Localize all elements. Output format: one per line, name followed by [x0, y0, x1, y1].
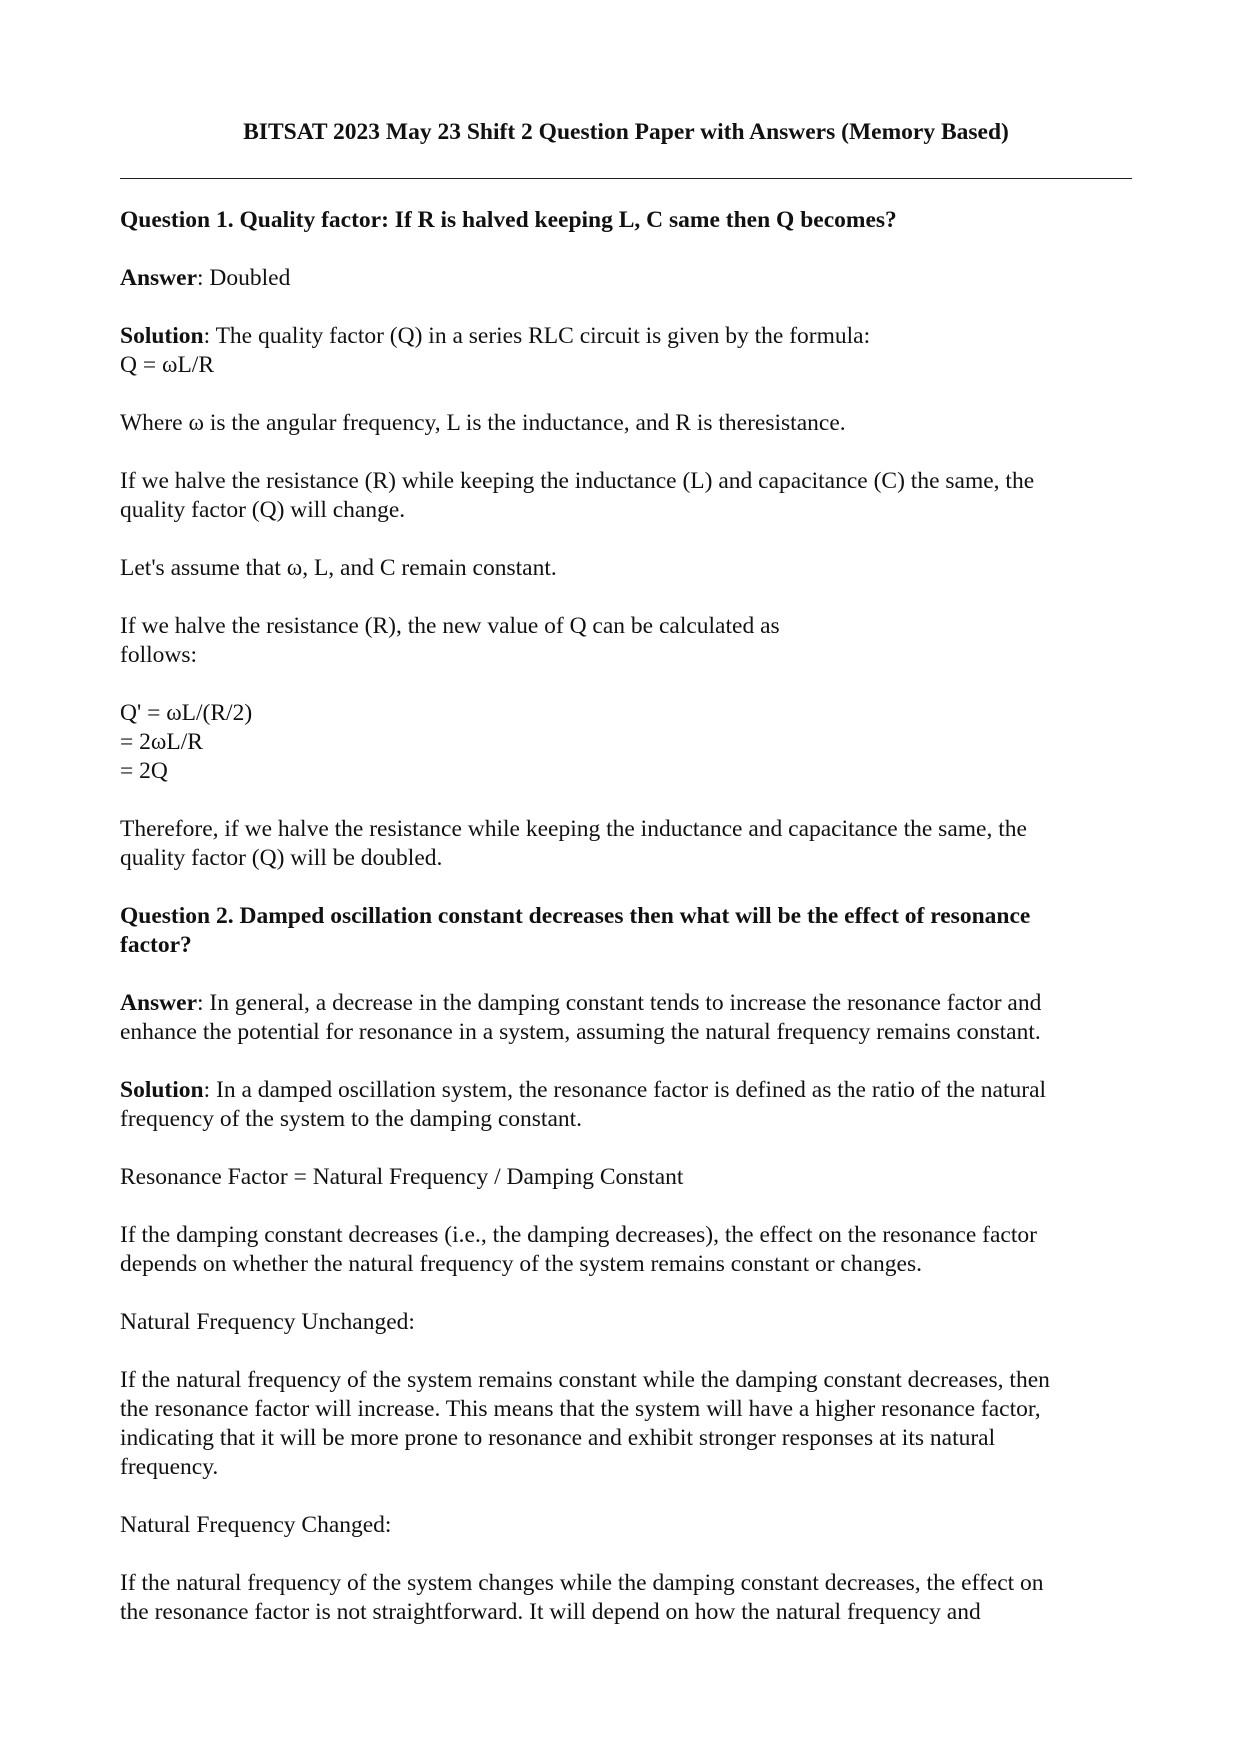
question-1-answer [120, 264, 1132, 293]
question-2-solution [120, 1076, 1132, 1134]
therefore-line-1: Therefore, if we halve the resistance while keeping the inductance and capacitance the same, the [120, 816, 1027, 842]
solution-label: Solution [120, 323, 204, 349]
halve-paragraph [120, 467, 1132, 525]
calc-paragraph [120, 612, 1132, 670]
question-1-heading: Question 1. Quality factor: If R is halved keeping L, C same then Q becomes? [120, 207, 897, 233]
changed-line-2: the resonance factor is not straightforward. It will depend on how the natural frequency and [120, 1599, 981, 1625]
solution-label: Solution [120, 1077, 204, 1103]
changed-line-1: If the natural frequency of the system changes while the damping constant decreases, the effect on [120, 1570, 1044, 1596]
derivation-step-2: = 2ωL/R [120, 729, 203, 755]
effect-line-2: depends on whether the natural frequency of the system remains constant or changes. [120, 1251, 922, 1277]
solution-intro-text: : The quality factor (Q) in a series RLC circuit is given by the formula: [203, 323, 871, 349]
unchanged-line-4: frequency. [120, 1454, 219, 1480]
solution-intro-line [120, 322, 1132, 351]
title-divider [120, 178, 1132, 179]
question-2-heading [120, 902, 1132, 960]
changed-paragraph [120, 1569, 1132, 1627]
unchanged-heading: Natural Frequency Unchanged: [120, 1309, 415, 1335]
derivation-step-1: Q' = ωL/(R/2) [120, 700, 253, 726]
where-paragraph: Where ω is the angular frequency, L is the inductance, and R is theresistance. [120, 410, 846, 436]
question-2-answer [120, 989, 1132, 1047]
assume-paragraph: Let's assume that ω, L, and C remain constant. [120, 555, 557, 581]
changed-heading: Natural Frequency Changed: [120, 1512, 392, 1538]
therefore-paragraph [120, 815, 1132, 873]
question-2-line-2: factor? [120, 932, 192, 958]
unchanged-line-3: indicating that it will be more prone to resonance and exhibit stronger responses at its natural [120, 1425, 996, 1451]
answer-label: Answer [120, 990, 198, 1016]
answer-text-1: : In general, a decrease in the damping constant tends to increase the resonance factor and [197, 990, 1042, 1016]
effect-paragraph [120, 1221, 1132, 1279]
derivation-step-3: = 2Q [120, 758, 168, 784]
document-page [120, 118, 1132, 1627]
question-2-line-1: Question 2. Damped oscillation constant decreases then what will be the effect of resonance [120, 903, 1031, 929]
answer-label: Answer [120, 265, 198, 291]
page-title: BITSAT 2023 May 23 Shift 2 Question Paper with Answers (Memory Based) [243, 119, 1009, 145]
quality-factor-formula: Q = ωL/R [120, 352, 214, 378]
resonance-factor-formula: Resonance Factor = Natural Frequency / Damping Constant [120, 1164, 684, 1190]
unchanged-paragraph [120, 1366, 1132, 1482]
answer-line-2: enhance the potential for resonance in a system, assuming the natural frequency remains constant. [120, 1019, 1041, 1045]
calc-line-2: follows: [120, 642, 198, 668]
solution-line-2: frequency of the system to the damping constant. [120, 1106, 583, 1132]
unchanged-line-2: the resonance factor will increase. This means that the system will have a higher resonance factor, [120, 1396, 1041, 1422]
derivation-steps [120, 699, 1132, 786]
unchanged-line-1: If the natural frequency of the system remains constant while the damping constant decreases, then [120, 1367, 1050, 1393]
effect-line-1: If the damping constant decreases (i.e., the damping decreases), the effect on the resonance factor [120, 1222, 1037, 1248]
answer-line-1 [120, 989, 1132, 1018]
solution-text-1: : In a damped oscillation system, the resonance factor is defined as the ratio of the natural [203, 1077, 1047, 1103]
halve-line-1: If we halve the resistance (R) while keeping the inductance (L) and capacitance (C) the same, the [120, 468, 1035, 494]
calc-line-1: If we halve the resistance (R), the new value of Q can be calculated as [120, 613, 780, 639]
question-1-solution [120, 322, 1132, 380]
halve-line-2: quality factor (Q) will change. [120, 497, 406, 523]
therefore-line-2: quality factor (Q) will be doubled. [120, 845, 443, 871]
solution-line-1 [120, 1076, 1132, 1105]
answer-text: : Doubled [197, 265, 291, 291]
